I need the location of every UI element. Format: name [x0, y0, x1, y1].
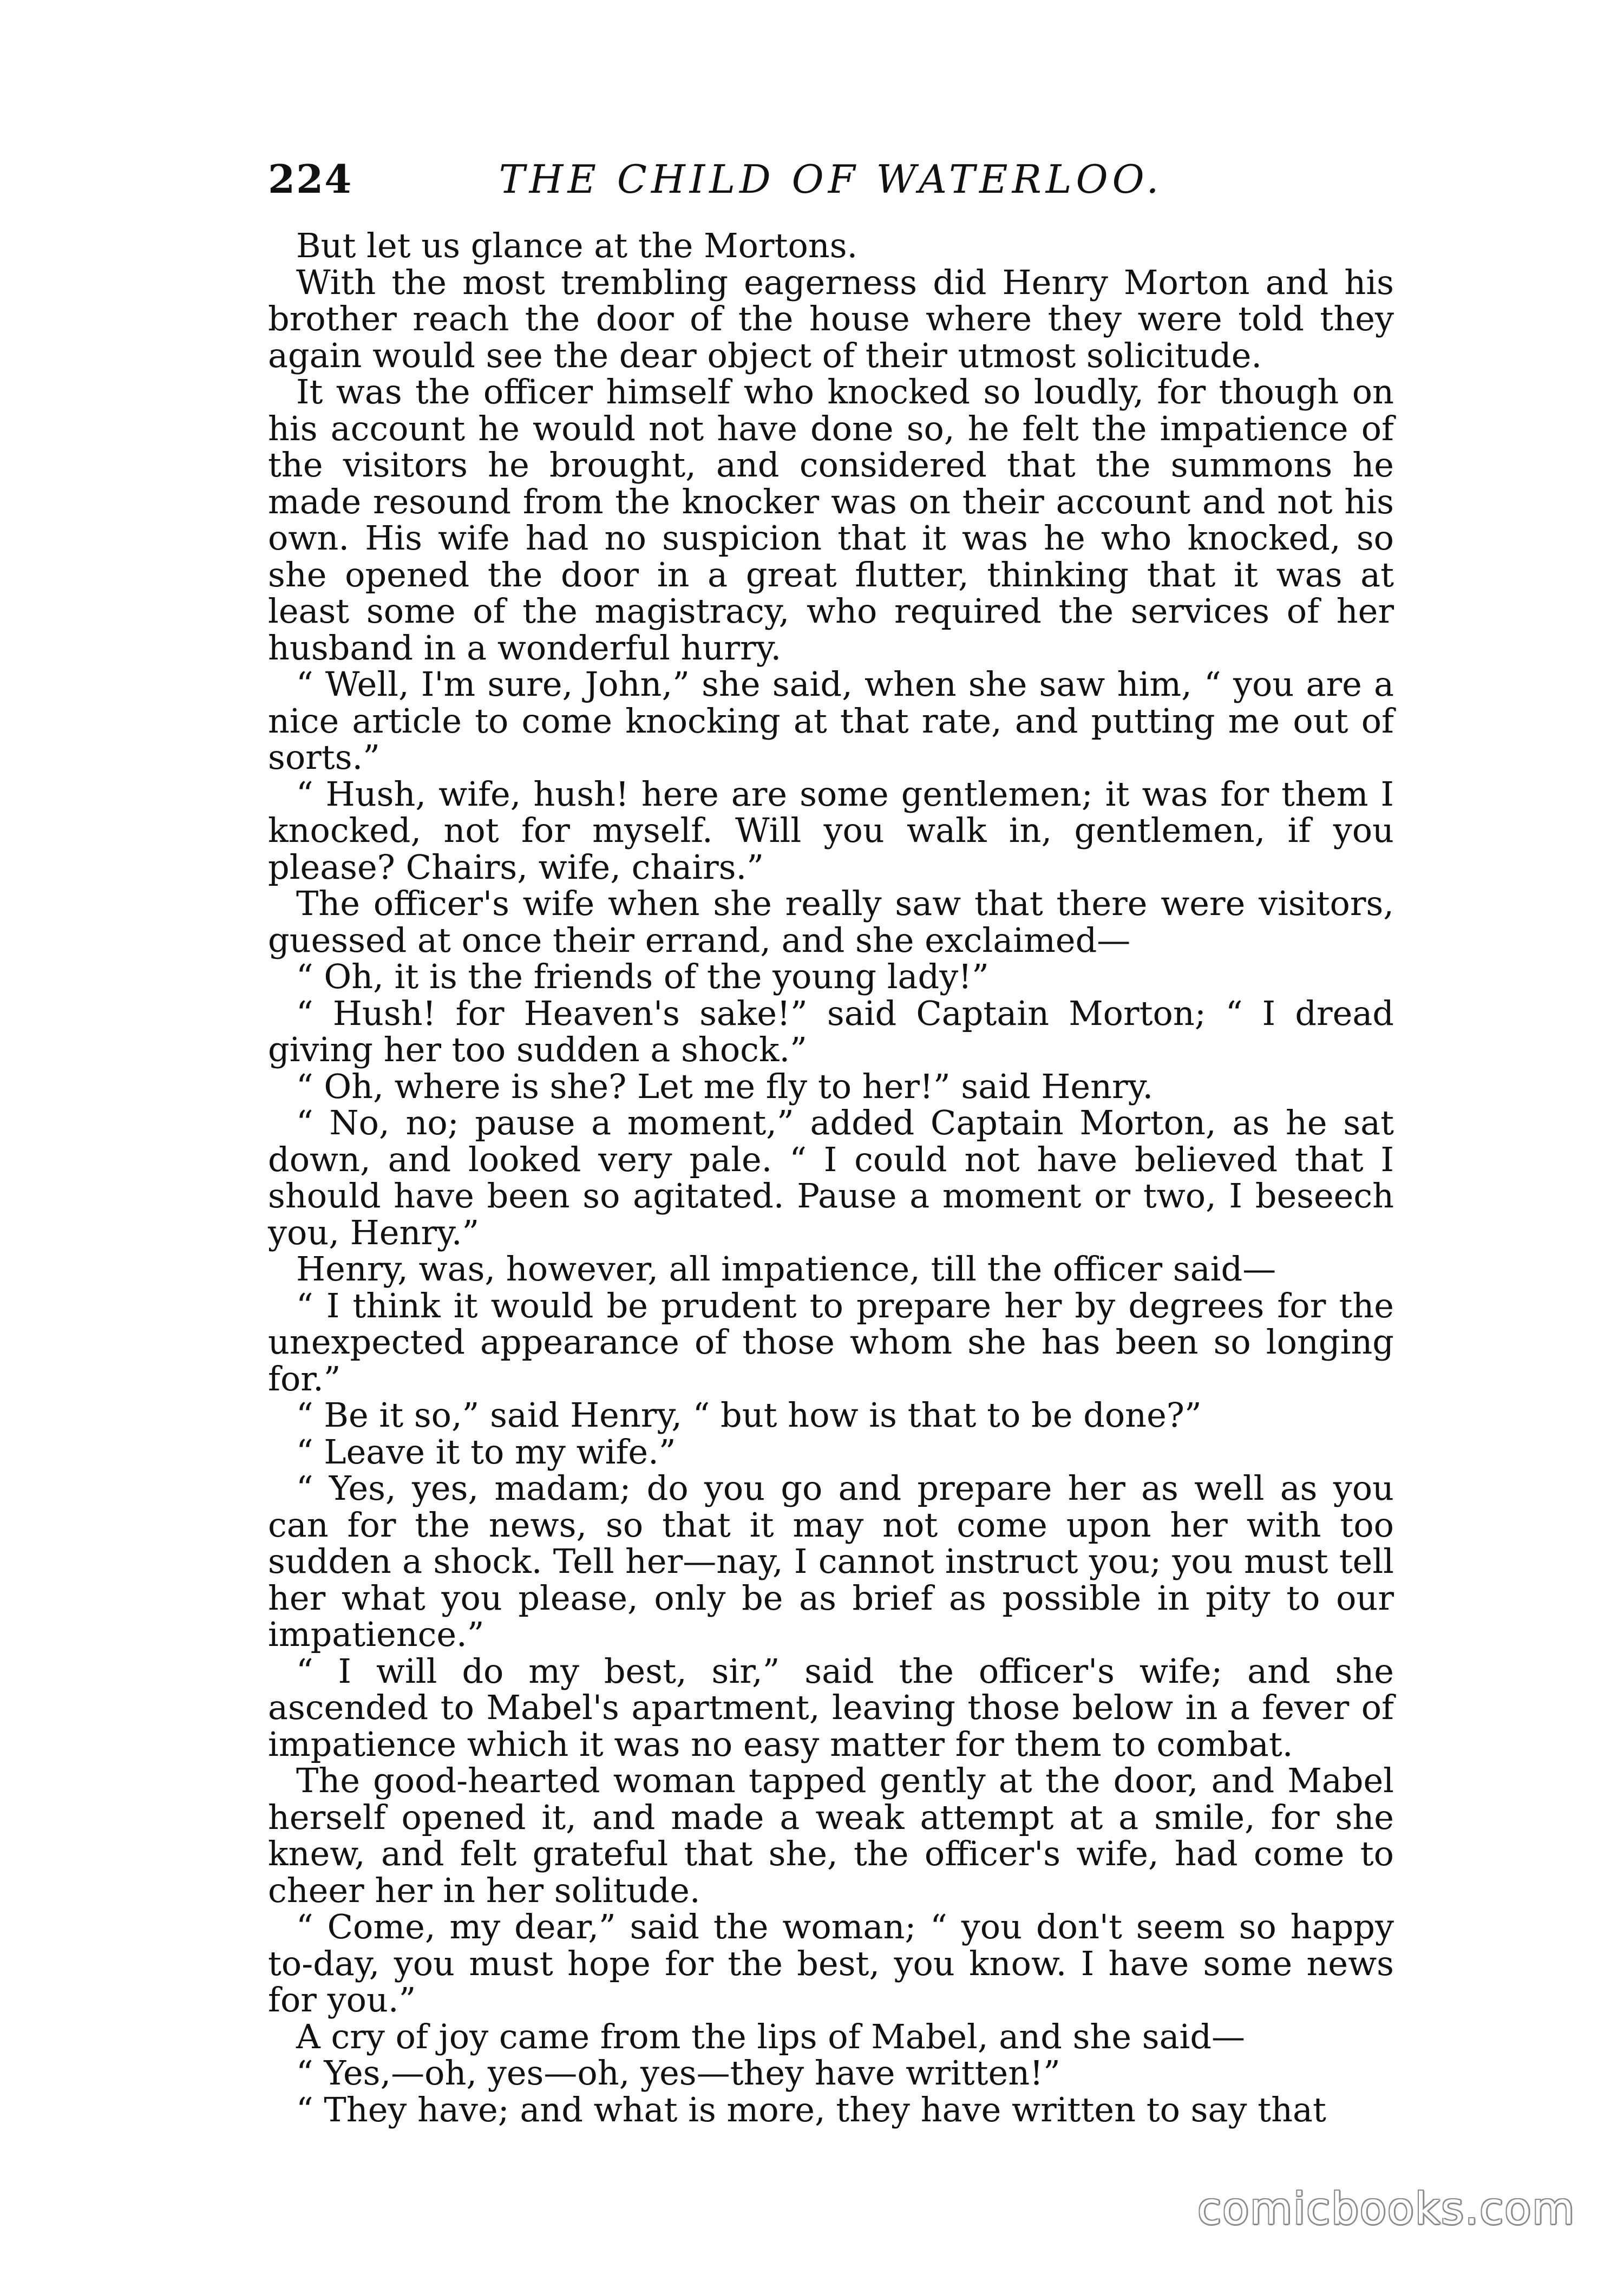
- site-watermark: comicbooks.com: [1197, 2184, 1575, 2234]
- paragraph: “ Yes, yes, madam; do you go and prepare her as well as you can for the news, so that it may not come upon her with too sudden a shock. Tell her—nay, I cannot instruct you; you must tell her what you please, only be as brief as possible in pity to our impatience.”: [268, 1468, 1394, 1654]
- paragraph: But let us glance at the Mortons.: [296, 226, 858, 265]
- paragraph: The good-hearted woman tapped gently at the door, and Mabel herself opened it, and made a weak attempt at a smile, for she knew, and felt grateful that she, the officer's wife, had come to cheer her in her solitude.: [268, 1761, 1394, 1910]
- paragraph: “ Well, I'm sure, John,” she said, when she saw him, “ you are a nice article to come knocking at that rate, and putting me out of sorts.”: [268, 664, 1394, 777]
- paragraph: With the most trembling eagerness did Henry Morton and his brother reach the door of the house where they were told they again would see the dear object of their utmost solicitude.: [268, 262, 1394, 375]
- paragraph: “ Oh, where is she? Let me fly to her!” said Henry.: [296, 1066, 1154, 1106]
- page-number: 224: [268, 156, 353, 202]
- paragraph: It was the officer himself who knocked so loudly, for though on his account he would not have done so, he felt the impatience of the visitors he brought, and considered that the summons he made resound from the knocker was on their account and not his own. His wife had no suspicion that it was he who knocked, so she opened the door in a great flutter, thinking that it was at least some of the magistracy, who required the services of her husband in a wonderful hurry.: [268, 372, 1394, 668]
- paragraph: “ Come, my dear,” said the woman; “ you don't seem so happy to-day, you must hope for the best, you know. I have some news for you.”: [268, 1907, 1394, 2020]
- running-title: THE CHILD OF WATERLOO.: [499, 156, 1163, 202]
- body-text: [268, 227, 1394, 2128]
- paragraph: Henry, was, however, all impatience, till the officer said—: [296, 1249, 1276, 1289]
- paragraph: “ Yes,—oh, yes—oh, yes—they have written!”: [296, 2053, 1060, 2093]
- paragraph: “ Hush, wife, hush! here are some gentlemen; it was for them I knocked, not for myself. Will you walk in, gentlemen, if you please? Chairs, wife, chairs.”: [268, 774, 1394, 887]
- paragraph: “ I will do my best, sir,” said the officer's wife; and she ascended to Mabel's apartment, leaving those below in a fever of impatience which it was no easy matter for them to combat.: [268, 1651, 1394, 1764]
- paragraph: “ Leave it to my wife.”: [296, 1432, 676, 1472]
- paragraph: “ Be it so,” said Henry, “ but how is that to be done?”: [296, 1395, 1202, 1435]
- paragraph: The officer's wife when she really saw that there were visitors, guessed at once their errand, and she exclaimed—: [268, 884, 1394, 960]
- paragraph: “ No, no; pause a moment,” added Captain Morton, as he sat down, and looked very pale. “ I could not have believed that I should have been so agitated. Pause a moment or two, I beseech you, Henry.”: [268, 1103, 1394, 1252]
- paragraph: “ Oh, it is the friends of the young lady!”: [296, 957, 989, 996]
- paragraph: “ I think it would be prudent to prepare her by degrees for the unexpected appearance of those whom she has been so longing for.”: [268, 1285, 1394, 1399]
- paragraph: “ Hush! for Heaven's sake!” said Captain Morton; “ I dread giving her too sudden a shock.”: [268, 993, 1394, 1069]
- paragraph: A cry of joy came from the lips of Mabel, and she said—: [296, 2016, 1246, 2056]
- paragraph: “ They have; and what is more, they have written to say that: [296, 2089, 1326, 2129]
- page-header: [268, 149, 1394, 209]
